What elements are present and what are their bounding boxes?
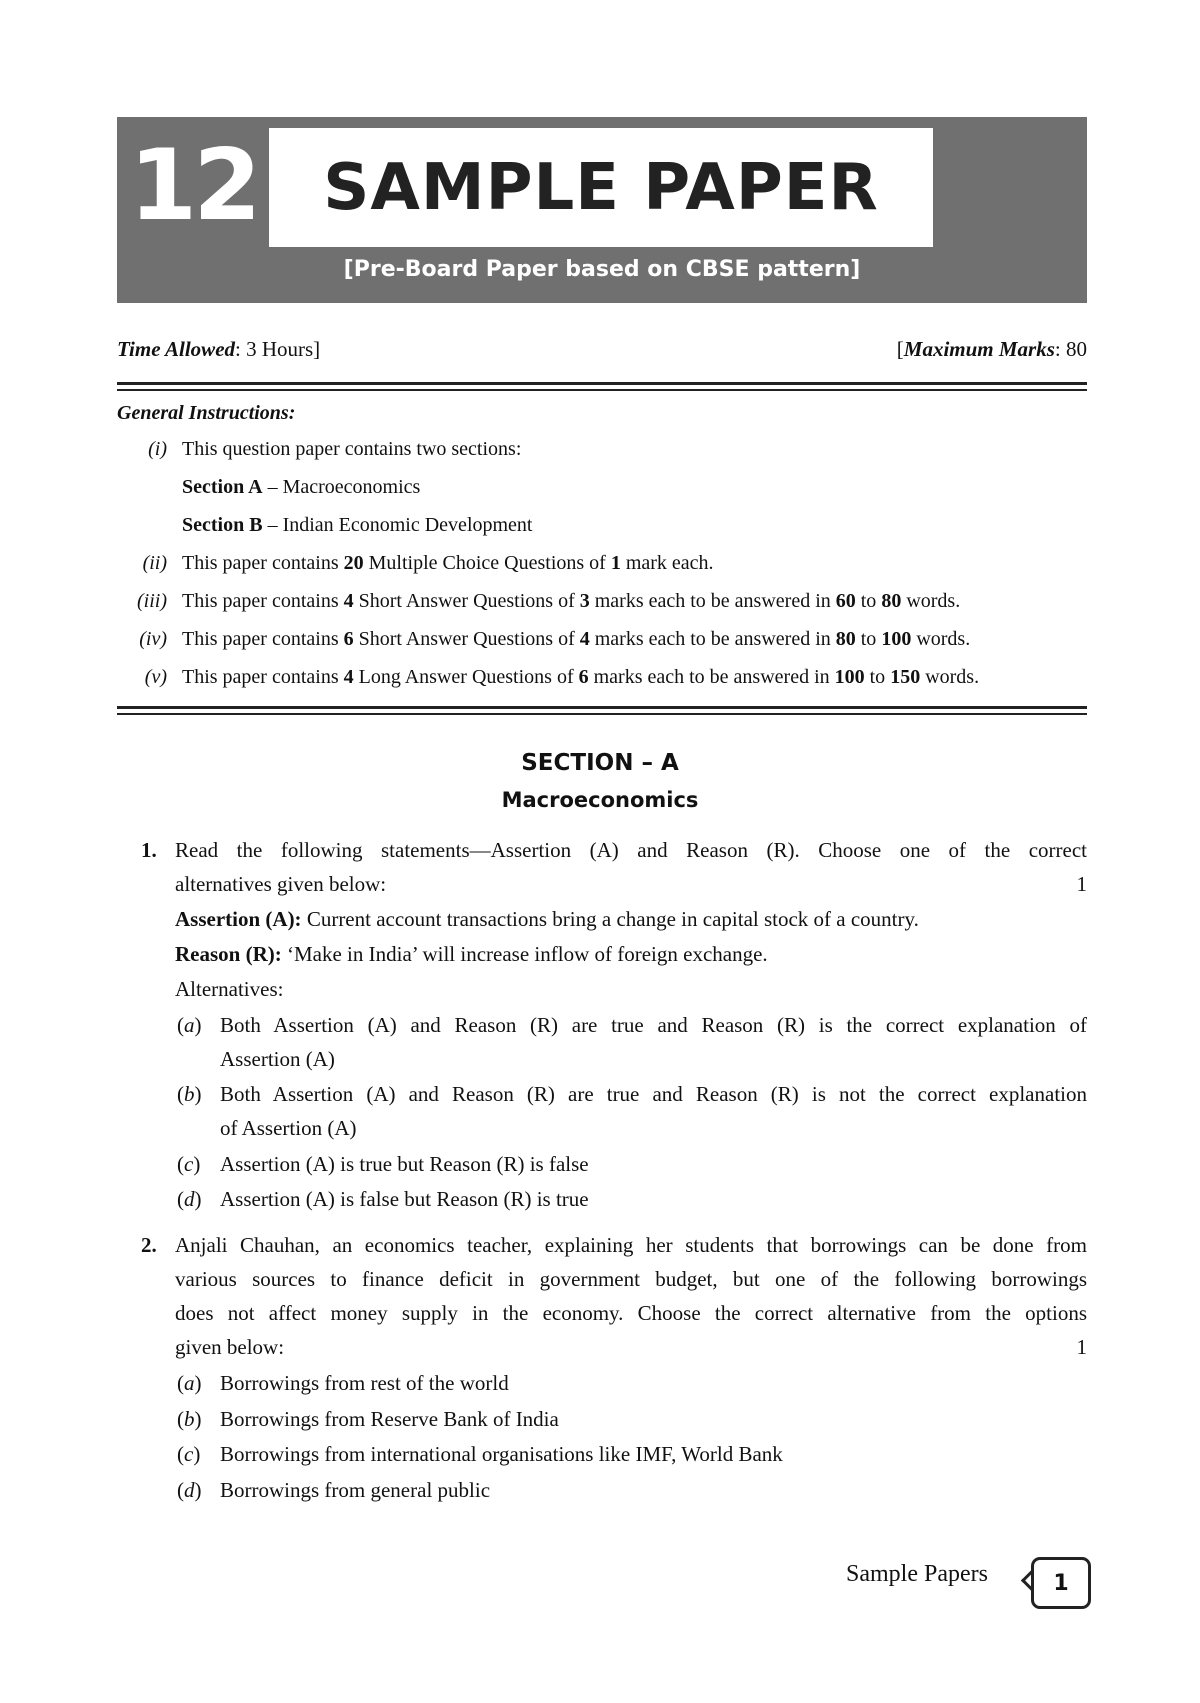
instruction-text: This question paper contains two sections: <box>182 438 522 460</box>
question-text: Anjali Chauhan, an economics teacher, explaining her students that borrowings can be done from <box>175 1233 1087 1257</box>
instruction-item <box>117 438 1087 461</box>
assertion-label: Assertion (A): <box>175 907 302 931</box>
alternatives-label: Alternatives: <box>175 977 284 1001</box>
assertion-text: Current account transactions bring a change in capital stock of a country. <box>301 907 919 931</box>
question-text: given below: <box>175 1335 285 1359</box>
divider-top <box>117 382 1087 391</box>
option-text: Borrowings from general public <box>220 1478 491 1502</box>
section-subtitle: Macroeconomics <box>501 788 699 812</box>
question-mark: 1 <box>1076 1335 1087 1359</box>
assertion-line <box>175 907 1087 932</box>
instruction-number: (v) <box>144 666 167 688</box>
question-text: Read the following statements—Assertion (A) and Reason (R). Choose one of the correct <box>175 838 1087 862</box>
option-text: Borrowings from Reserve Bank of India <box>220 1407 559 1431</box>
option-text: Both Assertion (A) and Reason (R) are true and Reason (R) is the correct explanation of <box>220 1013 1087 1037</box>
time-allowed <box>117 337 320 362</box>
section-a-label: Section A <box>182 476 263 498</box>
marks-prefix: [ <box>896 337 904 361</box>
paper-subtitle: [Pre-Board Paper based on CBSE pattern] <box>343 257 861 282</box>
option-text: of Assertion (A) <box>220 1116 357 1140</box>
section-title: SECTION – A <box>521 750 679 776</box>
footer-label: Sample Papers <box>846 1561 988 1587</box>
question-mark: 1 <box>1076 872 1087 896</box>
option-text: Assertion (A) <box>220 1047 335 1071</box>
maximum-marks <box>897 337 1087 362</box>
section-b-label: Section B <box>182 514 263 536</box>
instruction-item: (ii) This paper contains 20 Multiple Choice Questions of 1 mark each. <box>117 552 1087 575</box>
option-text: Assertion (A) is true but Reason (R) is false <box>220 1152 589 1176</box>
option-text: Both Assertion (A) and Reason (R) are true and Reason (R) is not the correct explanation <box>220 1082 1087 1106</box>
option-text: Borrowings from international organisations like IMF, World Bank <box>220 1442 783 1466</box>
instruction-item: (iv) This paper contains 6 Short Answer Questions of 4 marks each to be answered in 80 to 100 words. <box>117 628 1087 651</box>
instructions-heading: General Instructions: <box>117 402 296 424</box>
reason-text: ‘Make in India’ will increase inflow of foreign exchange. <box>281 942 768 966</box>
paper-number: 12 <box>129 129 258 243</box>
question-text: does not affect money supply in the economy. Choose the correct alternative from the options <box>175 1301 1087 1325</box>
divider-bottom <box>117 706 1087 715</box>
paper-title: SAMPLE PAPER <box>323 150 879 225</box>
title-box <box>269 128 933 247</box>
instruction-number: (iv) <box>139 628 167 650</box>
option-label: (a) <box>177 1371 202 1395</box>
question-number: 2. <box>141 1233 157 1257</box>
header-banner <box>117 117 1087 303</box>
marks-label: Maximum Marks <box>903 337 1055 361</box>
option-text: Borrowings from rest of the world <box>220 1371 509 1395</box>
option-label: (d) <box>177 1187 202 1211</box>
reason-line <box>175 942 1087 967</box>
time-value: : 3 Hours] <box>235 337 321 361</box>
option-label: (d) <box>177 1478 202 1502</box>
page-number: 1 <box>1031 1557 1091 1609</box>
marks-value: : 80 <box>1054 337 1087 361</box>
reason-label: Reason (R): <box>175 942 282 966</box>
instruction-item: (iii) This paper contains 4 Short Answer Questions of 3 marks each to be answered in 60 to 80 words. <box>117 590 1087 613</box>
instruction-number: (ii) <box>142 552 167 574</box>
option-text: Assertion (A) is false but Reason (R) is true <box>220 1187 589 1211</box>
question-number: 1. <box>141 838 157 862</box>
option-label: (b) <box>177 1407 202 1431</box>
option-label: (c) <box>177 1442 201 1466</box>
instruction-number: (iii) <box>137 590 167 612</box>
option-label: (b) <box>177 1082 202 1106</box>
meta-row <box>117 337 1087 367</box>
option-label: (c) <box>177 1152 201 1176</box>
instruction-number: (i) <box>148 438 167 460</box>
instruction-item: (v) This paper contains 4 Long Answer Questions of 6 marks each to be answered in 100 to 150 words. <box>117 666 1087 689</box>
instruction-text: – Macroeconomics <box>262 476 421 498</box>
question-text: alternatives given below: <box>175 872 387 896</box>
instruction-text: – Indian Economic Development <box>262 514 533 536</box>
question-text: various sources to finance deficit in government budget, but one of the following borrowings <box>175 1267 1087 1291</box>
time-label: Time Allowed <box>117 337 236 361</box>
option-label: (a) <box>177 1013 202 1037</box>
